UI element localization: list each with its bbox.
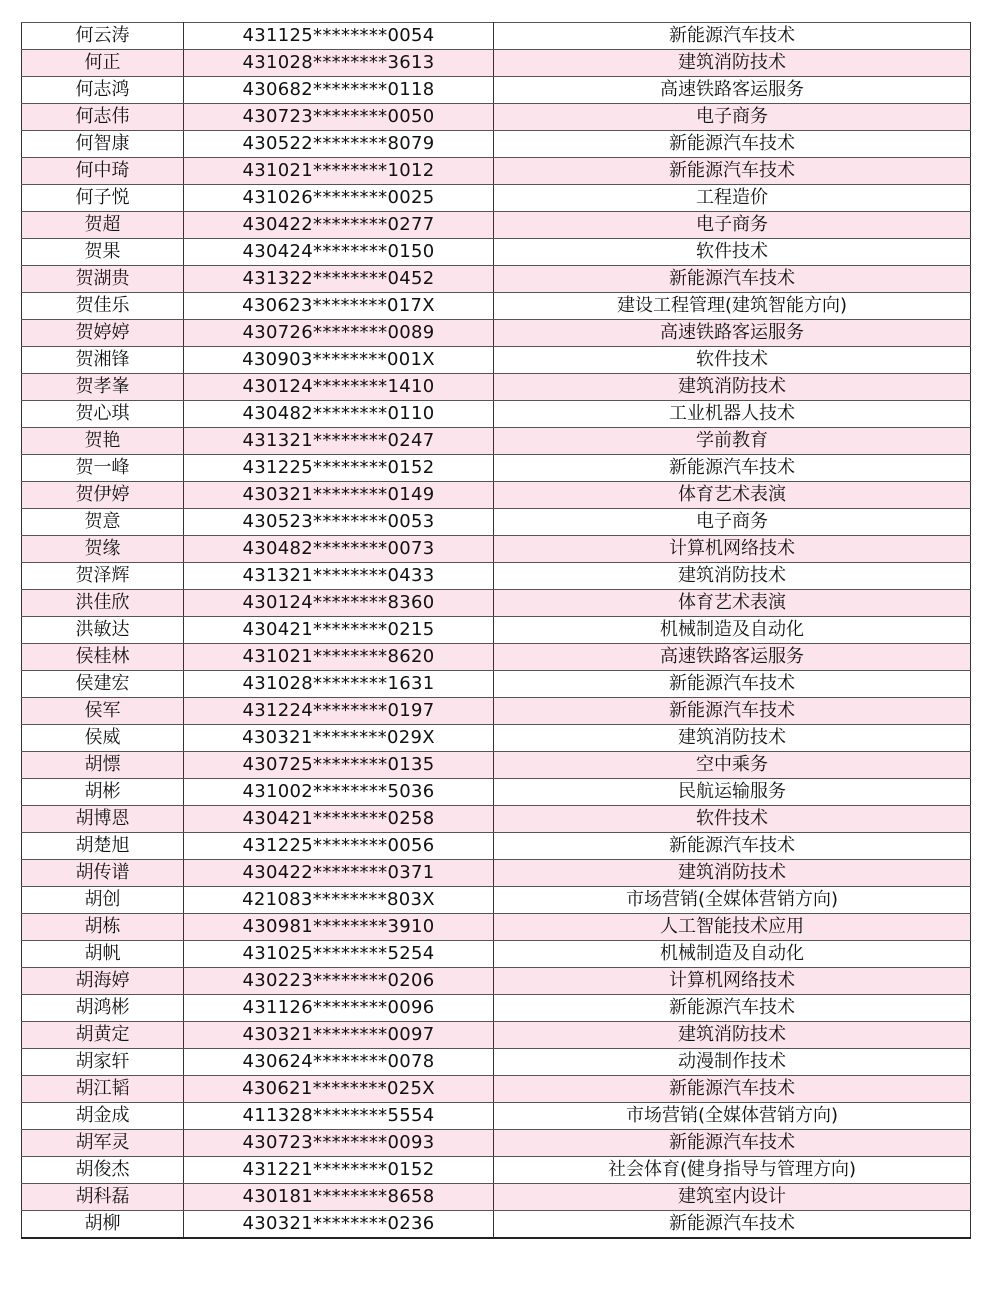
table-row	[22, 239, 971, 266]
id-number-cell: 430321********0236	[184, 1211, 494, 1239]
id-number-cell: 430422********0277	[184, 212, 494, 239]
id-number-cell: 430421********0258	[184, 806, 494, 833]
table-row	[22, 401, 971, 428]
major-cell: 工程造价	[494, 185, 971, 212]
table-row	[22, 941, 971, 968]
major-cell: 新能源汽车技术	[494, 158, 971, 185]
major-cell: 新能源汽车技术	[494, 671, 971, 698]
name-cell: 何志鸿	[22, 77, 184, 104]
id-number-cell: 430621********025X	[184, 1076, 494, 1103]
name-cell: 贺一峰	[22, 455, 184, 482]
name-cell: 胡黄定	[22, 1022, 184, 1049]
table-row	[22, 779, 971, 806]
table-row	[22, 968, 971, 995]
major-cell: 新能源汽车技术	[494, 698, 971, 725]
major-cell: 市场营销(全媒体营销方向)	[494, 1103, 971, 1130]
name-cell: 胡传谱	[22, 860, 184, 887]
name-cell: 胡栋	[22, 914, 184, 941]
table-row	[22, 158, 971, 185]
table-row	[22, 752, 971, 779]
table-row	[22, 887, 971, 914]
major-cell: 新能源汽车技术	[494, 23, 971, 50]
table-row	[22, 23, 971, 50]
id-number-cell: 430725********0135	[184, 752, 494, 779]
id-number-cell: 431321********0433	[184, 563, 494, 590]
table-row	[22, 617, 971, 644]
major-cell: 民航运输服务	[494, 779, 971, 806]
table-row	[22, 77, 971, 104]
id-number-cell: 431025********5254	[184, 941, 494, 968]
id-number-cell: 430181********8658	[184, 1184, 494, 1211]
table-row	[22, 725, 971, 752]
major-cell: 建筑室内设计	[494, 1184, 971, 1211]
table-row	[22, 536, 971, 563]
major-cell: 新能源汽车技术	[494, 1076, 971, 1103]
name-cell: 洪敏达	[22, 617, 184, 644]
name-cell: 贺超	[22, 212, 184, 239]
table-row	[22, 104, 971, 131]
name-cell: 贺泽辉	[22, 563, 184, 590]
id-number-cell: 430124********1410	[184, 374, 494, 401]
major-cell: 新能源汽车技术	[494, 266, 971, 293]
name-cell: 胡科磊	[22, 1184, 184, 1211]
table-row	[22, 1103, 971, 1130]
id-number-cell: 430321********029X	[184, 725, 494, 752]
name-cell: 胡家轩	[22, 1049, 184, 1076]
major-cell: 体育艺术表演	[494, 590, 971, 617]
name-cell: 胡博恩	[22, 806, 184, 833]
major-cell: 工业机器人技术	[494, 401, 971, 428]
name-cell: 贺艳	[22, 428, 184, 455]
major-cell: 人工智能技术应用	[494, 914, 971, 941]
name-cell: 何云涛	[22, 23, 184, 50]
id-number-cell: 430482********0073	[184, 536, 494, 563]
major-cell: 动漫制作技术	[494, 1049, 971, 1076]
table-row	[22, 671, 971, 698]
id-number-cell: 431028********1631	[184, 671, 494, 698]
name-cell: 侯军	[22, 698, 184, 725]
name-cell: 何智康	[22, 131, 184, 158]
name-cell: 何正	[22, 50, 184, 77]
name-cell: 胡鸿彬	[22, 995, 184, 1022]
major-cell: 高速铁路客运服务	[494, 320, 971, 347]
major-cell: 高速铁路客运服务	[494, 77, 971, 104]
table-row	[22, 482, 971, 509]
major-cell: 建筑消防技术	[494, 563, 971, 590]
table-row	[22, 374, 971, 401]
id-number-cell: 431026********0025	[184, 185, 494, 212]
id-number-cell: 430624********0078	[184, 1049, 494, 1076]
id-number-cell: 430422********0371	[184, 860, 494, 887]
name-cell: 胡军灵	[22, 1130, 184, 1157]
id-number-cell: 430523********0053	[184, 509, 494, 536]
major-cell: 社会体育(健身指导与管理方向)	[494, 1157, 971, 1184]
id-number-cell: 431021********1012	[184, 158, 494, 185]
major-cell: 新能源汽车技术	[494, 1130, 971, 1157]
table-row	[22, 212, 971, 239]
table-row	[22, 1130, 971, 1157]
major-cell: 建筑消防技术	[494, 860, 971, 887]
table-row	[22, 1049, 971, 1076]
id-number-cell: 430682********0118	[184, 77, 494, 104]
name-cell: 胡金成	[22, 1103, 184, 1130]
id-number-cell: 430424********0150	[184, 239, 494, 266]
name-cell: 何中琦	[22, 158, 184, 185]
id-number-cell: 431126********0096	[184, 995, 494, 1022]
table-row	[22, 914, 971, 941]
id-number-cell: 411328********5554	[184, 1103, 494, 1130]
id-number-cell: 430223********0206	[184, 968, 494, 995]
major-cell: 建筑消防技术	[494, 725, 971, 752]
table-row	[22, 509, 971, 536]
table-row	[22, 1184, 971, 1211]
major-cell: 高速铁路客运服务	[494, 644, 971, 671]
major-cell: 市场营销(全媒体营销方向)	[494, 887, 971, 914]
major-cell: 建筑消防技术	[494, 50, 971, 77]
table-row	[22, 995, 971, 1022]
name-cell: 侯威	[22, 725, 184, 752]
name-cell: 贺佳乐	[22, 293, 184, 320]
table-row	[22, 644, 971, 671]
name-cell: 贺湘锋	[22, 347, 184, 374]
table-row	[22, 1211, 971, 1239]
name-cell: 胡海婷	[22, 968, 184, 995]
name-cell: 贺湖贵	[22, 266, 184, 293]
id-number-cell: 431125********0054	[184, 23, 494, 50]
table-row	[22, 455, 971, 482]
id-number-cell: 430482********0110	[184, 401, 494, 428]
major-cell: 建筑消防技术	[494, 1022, 971, 1049]
name-cell: 何子悦	[22, 185, 184, 212]
table-row	[22, 833, 971, 860]
id-number-cell: 431225********0056	[184, 833, 494, 860]
major-cell: 空中乘务	[494, 752, 971, 779]
id-number-cell: 431322********0452	[184, 266, 494, 293]
name-cell: 胡创	[22, 887, 184, 914]
table-row	[22, 293, 971, 320]
table-row	[22, 320, 971, 347]
name-cell: 胡俊杰	[22, 1157, 184, 1184]
id-number-cell: 430321********0097	[184, 1022, 494, 1049]
table-row	[22, 131, 971, 158]
id-number-cell: 430903********001X	[184, 347, 494, 374]
major-cell: 建设工程管理(建筑智能方向)	[494, 293, 971, 320]
id-number-cell: 431321********0247	[184, 428, 494, 455]
major-cell: 电子商务	[494, 104, 971, 131]
id-number-cell: 430981********3910	[184, 914, 494, 941]
id-number-cell: 431002********5036	[184, 779, 494, 806]
table-row	[22, 185, 971, 212]
id-number-cell: 430623********017X	[184, 293, 494, 320]
id-number-cell: 430723********0050	[184, 104, 494, 131]
name-cell: 贺孝峯	[22, 374, 184, 401]
id-number-cell: 430421********0215	[184, 617, 494, 644]
major-cell: 学前教育	[494, 428, 971, 455]
id-number-cell: 431028********3613	[184, 50, 494, 77]
major-cell: 新能源汽车技术	[494, 455, 971, 482]
name-cell: 胡帆	[22, 941, 184, 968]
name-cell: 胡江韬	[22, 1076, 184, 1103]
id-number-cell: 431221********0152	[184, 1157, 494, 1184]
table-row	[22, 1076, 971, 1103]
id-number-cell: 430723********0093	[184, 1130, 494, 1157]
major-cell: 机械制造及自动化	[494, 941, 971, 968]
id-number-cell: 430522********8079	[184, 131, 494, 158]
id-number-cell: 431225********0152	[184, 455, 494, 482]
table-row	[22, 1157, 971, 1184]
name-cell: 贺缘	[22, 536, 184, 563]
major-cell: 新能源汽车技术	[494, 833, 971, 860]
name-cell: 胡楚旭	[22, 833, 184, 860]
name-cell: 何志伟	[22, 104, 184, 131]
major-cell: 软件技术	[494, 806, 971, 833]
name-cell: 洪佳欣	[22, 590, 184, 617]
name-cell: 贺意	[22, 509, 184, 536]
major-cell: 机械制造及自动化	[494, 617, 971, 644]
id-number-cell: 430321********0149	[184, 482, 494, 509]
major-cell: 电子商务	[494, 509, 971, 536]
major-cell: 体育艺术表演	[494, 482, 971, 509]
major-cell: 计算机网络技术	[494, 968, 971, 995]
major-cell: 新能源汽车技术	[494, 1211, 971, 1239]
name-cell: 胡彬	[22, 779, 184, 806]
major-cell: 软件技术	[494, 239, 971, 266]
table-row	[22, 266, 971, 293]
table-row	[22, 1022, 971, 1049]
student-table	[21, 22, 971, 1239]
name-cell: 胡慓	[22, 752, 184, 779]
major-cell: 新能源汽车技术	[494, 131, 971, 158]
student-table-body	[22, 23, 971, 1239]
table-row	[22, 860, 971, 887]
table-row	[22, 590, 971, 617]
name-cell: 贺果	[22, 239, 184, 266]
major-cell: 软件技术	[494, 347, 971, 374]
table-row	[22, 428, 971, 455]
major-cell: 电子商务	[494, 212, 971, 239]
table-row	[22, 347, 971, 374]
id-number-cell: 431224********0197	[184, 698, 494, 725]
table-row	[22, 698, 971, 725]
major-cell: 新能源汽车技术	[494, 995, 971, 1022]
name-cell: 胡柳	[22, 1211, 184, 1239]
name-cell: 贺伊婷	[22, 482, 184, 509]
id-number-cell: 431021********8620	[184, 644, 494, 671]
name-cell: 贺心琪	[22, 401, 184, 428]
major-cell: 建筑消防技术	[494, 374, 971, 401]
id-number-cell: 421083********803X	[184, 887, 494, 914]
id-number-cell: 430726********0089	[184, 320, 494, 347]
major-cell: 计算机网络技术	[494, 536, 971, 563]
name-cell: 侯建宏	[22, 671, 184, 698]
id-number-cell: 430124********8360	[184, 590, 494, 617]
table-row	[22, 563, 971, 590]
table-row	[22, 50, 971, 77]
name-cell: 侯桂林	[22, 644, 184, 671]
name-cell: 贺婷婷	[22, 320, 184, 347]
table-row	[22, 806, 971, 833]
